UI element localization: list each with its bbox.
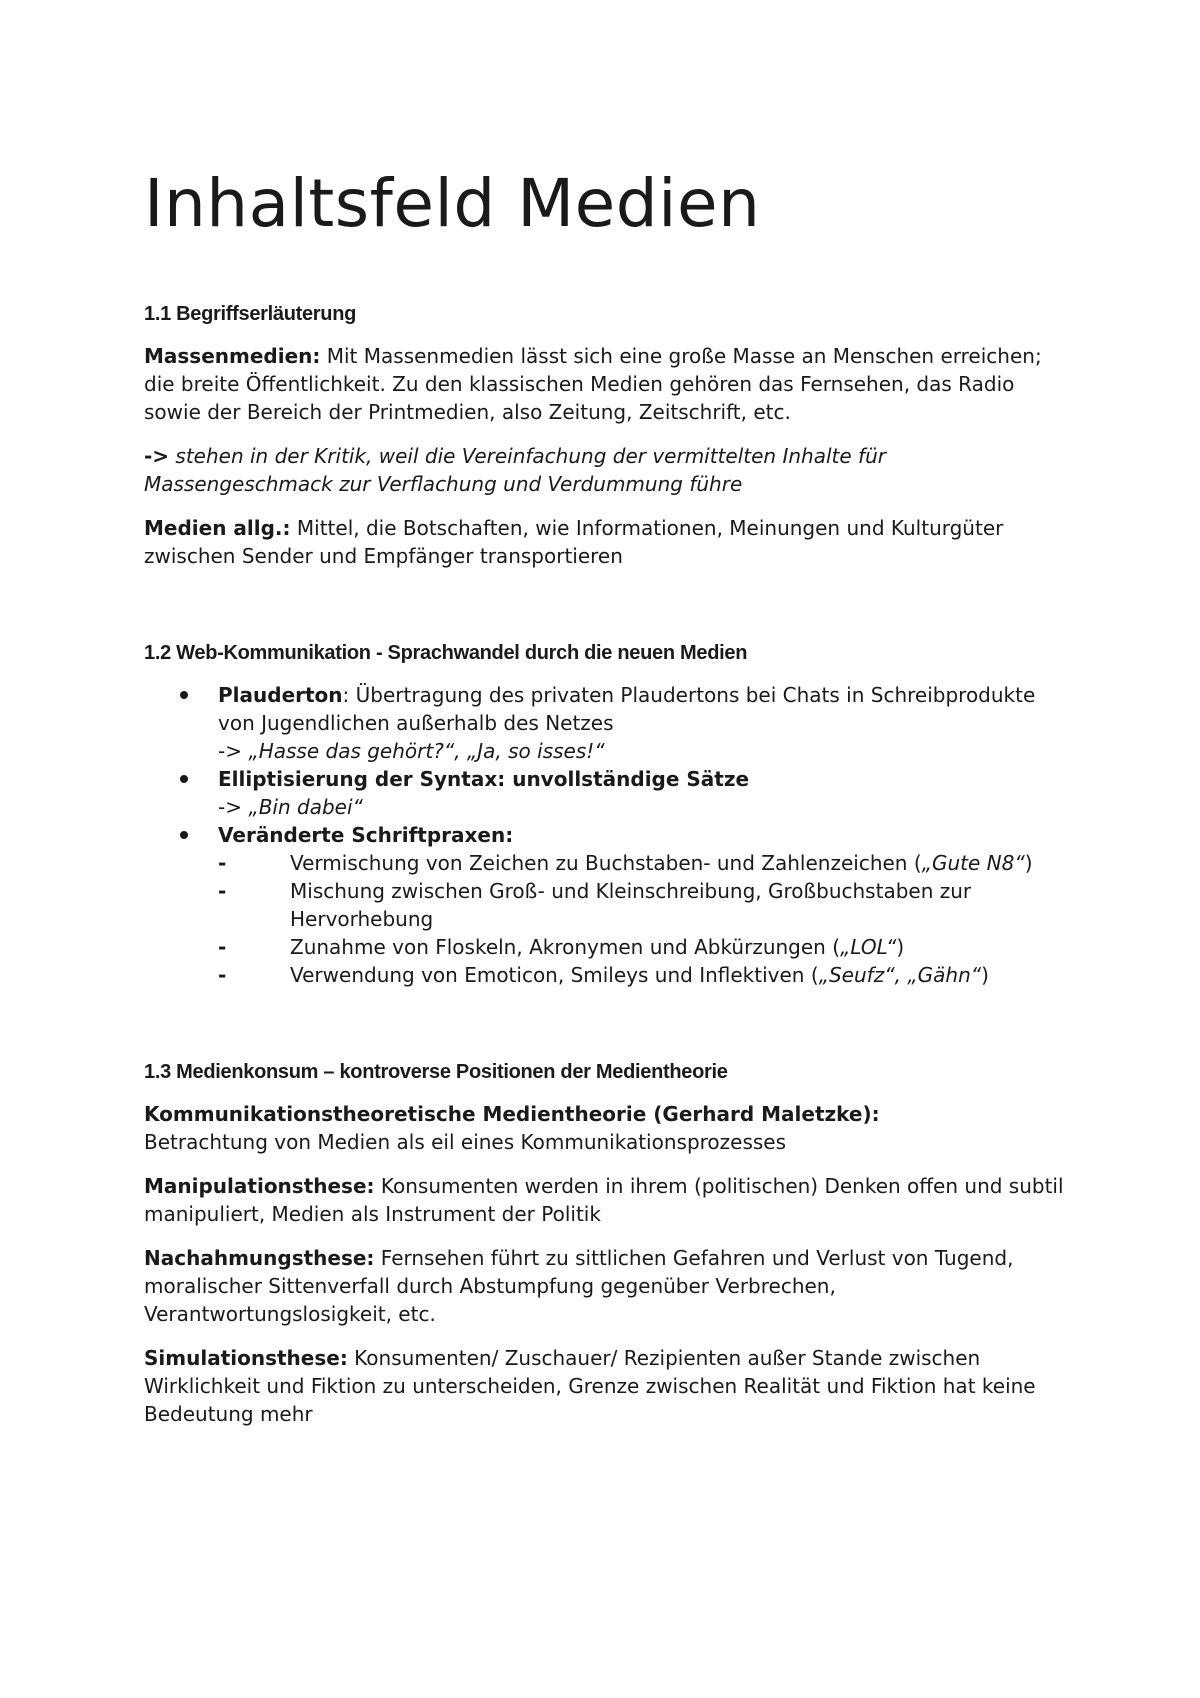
section-heading-1-2: 1.2 Web-Kommunikation - Sprachwandel durch die neuen Medien <box>144 641 748 664</box>
term-medien: Medien allg.: <box>144 515 291 540</box>
dash-example: „LOL“ <box>840 934 897 959</box>
text-nachahmung: Fernsehen führt zu sittlichen Gefahren und Verlust von Tugend, moralischer Sittenverfall durch Abstumpfung gegenüber Verbrechen, Verantwortungslosigkeit, etc. <box>144 1245 1014 1326</box>
term-simulation: Simulationsthese: <box>144 1345 348 1370</box>
critique-arrow: -> <box>144 443 170 468</box>
theory-nachahmung <box>144 1244 1074 1328</box>
dash-example: „Seufz“, „Gähn“ <box>818 962 982 987</box>
term-kommunikation: Kommunikationstheoretische Medientheorie (Gerhard Maletzke): <box>144 1101 880 1126</box>
dash-icon: - <box>218 934 227 959</box>
example-arrow: -> <box>218 738 249 763</box>
text-simulation: Konsumenten/ Zuschauer/ Rezipienten außer Stande zwischen Wirklichkeit und Fiktion zu unterscheiden, Grenze zwischen Realität und Fiktion hat keine Bedeutung mehr <box>144 1345 1036 1426</box>
document-title: Inhaltsfeld Medien <box>144 165 761 242</box>
dash-icon: - <box>218 878 227 903</box>
bullet-icon <box>180 831 188 839</box>
section-heading-1-1: 1.1 Begriffserläuterung <box>144 302 357 325</box>
bullet-item-ellipse <box>144 765 1074 821</box>
text-manipulation: Konsumenten werden in ihrem (politischen) Denken offen und subtil manipuliert, Medien als Instrument der Politik <box>144 1173 1064 1226</box>
dash-item <box>218 933 1074 961</box>
document-content <box>144 165 1074 1444</box>
dash-text: Zunahme von Floskeln, Akronymen und Abkürzungen ( <box>290 934 841 959</box>
section-spacer <box>144 586 1074 642</box>
term-manipulation: Manipulationsthese: <box>144 1173 375 1198</box>
term-elliptisierung: Elliptisierung der Syntax: unvollständige Sätze <box>218 766 750 791</box>
dash-item <box>218 877 1074 933</box>
dash-end: ) <box>1024 850 1033 875</box>
text-massenmedien: Mit Massenmedien lässt sich eine große Masse an Menschen erreichen; die breite Öffentlichkeit. Zu den klassischen Medien gehören das Fernsehen, das Radio sowie der Bereich der Printmedien, also Zeitung, Zeitschrift, etc. <box>144 343 1042 424</box>
dash-end: ) <box>896 934 905 959</box>
dash-example: „Gute N8“ <box>921 850 1025 875</box>
critique-massenmedien <box>144 442 1074 498</box>
dash-text: Verwendung von Emoticon, Smileys und Inflektiven ( <box>290 962 819 987</box>
dash-item <box>218 961 1074 989</box>
text-kommunikation: Betrachtung von Medien als eil eines Kommunikationsprozesses <box>144 1129 787 1154</box>
bullet-item-schriftpraxen <box>144 821 1074 989</box>
definition-medien <box>144 514 1074 570</box>
term-plauderton: Plauderton <box>218 682 343 707</box>
dash-item <box>218 849 1074 877</box>
section-spacer <box>144 1005 1074 1061</box>
example-arrow: -> <box>218 794 249 819</box>
theory-manipulation <box>144 1172 1074 1228</box>
bullet-item-plauderton <box>144 681 1074 765</box>
theory-kommunikation <box>144 1100 1074 1156</box>
bullet-icon <box>180 691 188 699</box>
bullet-list <box>144 681 1074 989</box>
term-nachahmung: Nachahmungsthese: <box>144 1245 375 1270</box>
dash-list <box>218 849 1074 989</box>
bullet-icon <box>180 775 188 783</box>
example-plauderton: „Hasse das gehört?“, „Ja, so isses!“ <box>248 738 605 763</box>
dash-text: Vermischung von Zeichen zu Buchstaben- und Zahlenzeichen ( <box>290 850 922 875</box>
text-plauderton: : Übertragung des privaten Plaudertons bei Chats in Schreibprodukte von Jugendlichen außerhalb des Netzes <box>218 682 1036 735</box>
section-heading-1-3: 1.3 Medienkonsum – kontroverse Positionen der Medientheorie <box>144 1060 728 1083</box>
example-elliptisierung: „Bin dabei“ <box>248 794 363 819</box>
critique-text: stehen in der Kritik, weil die Vereinfachung der vermittelten Inhalte für Massengeschmack zur Verflachung und Verdummung führe <box>144 443 886 496</box>
dash-end: ) <box>981 962 989 987</box>
term-massenmedien: Massenmedien: <box>144 343 321 368</box>
text-medien: Mittel, die Botschaften, wie Informationen, Meinungen und Kulturgüter zwischen Sender und Empfänger transportieren <box>144 515 1004 568</box>
definition-massenmedien <box>144 342 1074 426</box>
theory-simulation <box>144 1344 1074 1428</box>
dash-icon: - <box>218 962 227 987</box>
dash-text: Mischung zwischen Groß- und Kleinschreibung, Großbuchstaben zur Hervorhebung <box>290 878 972 931</box>
dash-icon: - <box>218 850 227 875</box>
term-schriftpraxen: Veränderte Schriftpraxen: <box>218 822 514 847</box>
